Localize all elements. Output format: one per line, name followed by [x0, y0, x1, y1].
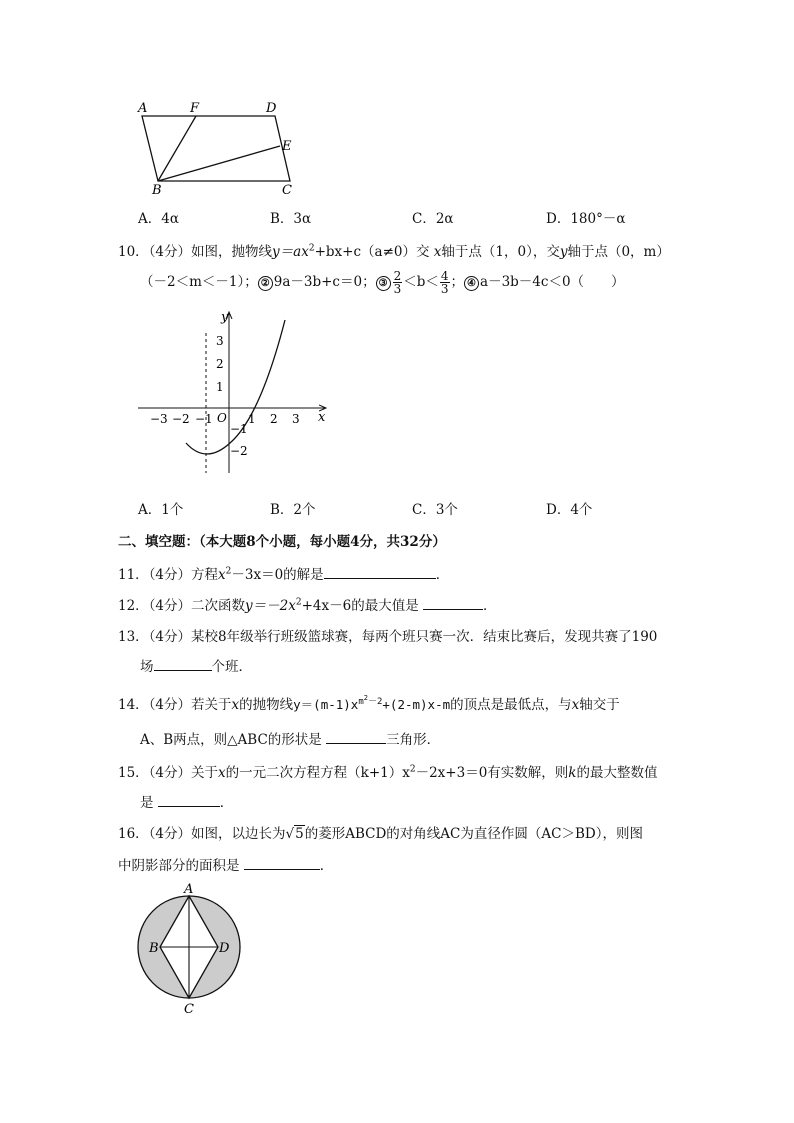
q10-frac1-num: 2 [393, 269, 402, 283]
q14-text2: 的抛物线 [239, 697, 294, 713]
q14-sup-m: m [358, 696, 364, 707]
q11-sup: 2 [225, 566, 232, 577]
q15-text1: 关于 [191, 765, 219, 781]
q10-eq-body: ＝ax [279, 244, 309, 260]
q11-score: （4分） [148, 567, 192, 583]
q14-text4: 轴交于 [579, 697, 620, 713]
q10-score: （4分） [148, 244, 192, 260]
q16-line2: 中阴影部分的面积是 [118, 858, 240, 874]
q13-text3: 个班． [211, 659, 252, 675]
q12-eq: y＝－2x [245, 598, 296, 614]
label-a: A [184, 882, 194, 897]
q14-line2-1: A、B两点，则△ABC的形状是 [140, 732, 322, 748]
q15-line2 [140, 791, 233, 811]
q12-eq2: +4x－6的最大值是 [301, 598, 419, 614]
q10-line1 [118, 240, 670, 260]
q12-number: 12． [118, 598, 149, 614]
x-tick-neg1: −1 [195, 412, 213, 426]
x-tick-neg2: −2 [172, 412, 190, 426]
q10-circle3: ③ [376, 276, 391, 291]
q16-line2 [118, 854, 333, 874]
q14-line2 [140, 728, 440, 748]
q15-x-var: x [218, 765, 226, 781]
q15-score: （4分） [148, 765, 192, 781]
q16-number: 16． [118, 826, 149, 842]
q14-sup-2: 2 [363, 693, 368, 702]
q9-options [138, 207, 698, 225]
q14-x-var: x [231, 697, 240, 713]
q11-number: 11． [118, 567, 149, 583]
rhombus-circle-figure [130, 880, 250, 1020]
q14-text3: 的顶点是最低点，与 [450, 697, 572, 713]
q11-end: ． [435, 567, 450, 583]
q16-score: （4分） [148, 826, 192, 842]
q16-answer-blank[interactable] [244, 855, 320, 870]
label-c: C [282, 183, 292, 196]
q15-line2: 是 [140, 795, 154, 811]
x-tick-2: 2 [270, 412, 278, 426]
label-f: F [190, 101, 200, 116]
q10-line2-part3: a－3b－4c＜0（ ） [480, 274, 625, 290]
q16-sqrt-val: 5 [295, 826, 304, 842]
q10-y-var: y [559, 244, 568, 260]
label-c: C [184, 1002, 194, 1017]
q14-exponent [358, 693, 383, 707]
q14-score: （4分） [148, 697, 192, 713]
q15-text3: －2x+3＝0有实数解，则 [415, 765, 569, 781]
q13-score: （4分） [148, 629, 192, 645]
q10-x-var: x [433, 244, 442, 260]
q10-frac2 [440, 270, 450, 295]
y-tick-1: 1 [216, 380, 224, 394]
q10-line2 [140, 270, 625, 295]
y-tick-2: 2 [216, 357, 224, 371]
q11-text1: 方程 [191, 567, 219, 583]
y-tick-labels [216, 334, 248, 458]
q10-frac1-den: 3 [393, 282, 402, 296]
q10-options [138, 498, 698, 516]
q11-answer-blank[interactable] [324, 564, 436, 579]
q13-text1: 某校8年级举行班级篮球赛，每两个班只赛一次．结束比赛后，发现共赛了190 [191, 629, 658, 645]
q13-line2 [140, 655, 252, 675]
q12 [118, 594, 497, 614]
q13-answer-blank[interactable] [154, 656, 212, 671]
q14-sup-rest: －2 [367, 696, 383, 707]
y-tick-3: 3 [216, 334, 224, 348]
q12-sup: 2 [295, 597, 302, 608]
q10-eq-y: y [272, 244, 280, 260]
q10-option-d: D．4个 [546, 502, 593, 518]
label-a: A [138, 101, 148, 116]
q15-text2: 的一元二次方程方程（k+1）x [225, 765, 410, 781]
q10-semicolon: ； [450, 274, 465, 290]
q10-option-b: B．2个 [270, 502, 316, 518]
q10-eq-rest: +bx+c（a≠0）交 [314, 244, 430, 260]
q16-line1 [118, 822, 643, 842]
q14-answer-blank[interactable] [326, 729, 386, 744]
parallelogram-figure [130, 96, 300, 196]
q10-frac2-num: 4 [440, 269, 449, 283]
q11-eq2: －3x＝0的解是 [231, 567, 324, 583]
x-axis-label: x [318, 410, 326, 425]
q16-end: ． [319, 858, 334, 874]
q10-frac1 [393, 270, 403, 295]
q15-sup: 2 [409, 764, 416, 775]
parabola-graph [130, 305, 340, 480]
y-tick-neg2: −2 [230, 444, 248, 458]
q14-number: 14． [118, 697, 149, 713]
segment-be [158, 146, 280, 181]
label-e: E [282, 139, 292, 154]
q15-line1 [118, 761, 657, 781]
q12-text1: 二次函数 [191, 598, 246, 614]
q13-number: 13． [118, 629, 149, 645]
y-axis-label: y [221, 310, 229, 325]
q14-x-var2: x [571, 697, 580, 713]
q10-circle2: ② [258, 276, 273, 291]
q13-line1 [118, 625, 657, 645]
q16-text2: 的菱形ABCD的对角线AC为直径作圆（AC＞BD），则图 [304, 826, 643, 842]
q15-number: 15． [118, 765, 149, 781]
q14-line1 [118, 693, 620, 713]
q12-end: ． [483, 598, 497, 614]
q10-lt-b: ＜b＜ [403, 274, 439, 290]
y-tick-neg1: −1 [230, 422, 248, 436]
q15-k-var: k [568, 765, 577, 781]
q12-score: （4分） [148, 598, 192, 614]
q14-line2-2: 三角形． [386, 732, 441, 748]
q9-option-a: A．4α [138, 211, 179, 227]
q16-sqrt-sign: √ [285, 826, 295, 842]
q10-option-a: A．1个 [138, 502, 184, 518]
q10-text1: 如图，抛物线 [191, 244, 273, 260]
x-tick-neg3: −3 [150, 412, 168, 426]
q9-option-d: D．180°－α [546, 211, 626, 227]
q10-line2-part1: （－2＜m＜－1）； [140, 274, 258, 290]
q10-number: 10． [118, 244, 149, 260]
q10-circle4: ④ [464, 276, 479, 291]
q10-line2-part2: 9a－3b+c＝0； [273, 274, 376, 290]
q10-eq-sup: 2 [308, 243, 315, 254]
q10-option-c: C．3个 [412, 502, 458, 518]
label-d: D [219, 941, 230, 956]
q11 [118, 563, 449, 583]
q10-frac2-den: 3 [440, 282, 449, 296]
q15-answer-blank[interactable] [158, 792, 220, 807]
x-tick-3: 3 [292, 412, 300, 426]
label-d: D [266, 101, 277, 116]
q13-text2: 场 [140, 659, 154, 675]
q12-answer-blank[interactable] [423, 595, 483, 610]
q11-eq: x [218, 567, 226, 583]
q14-eq2: +(2-m)x-m [382, 697, 451, 712]
q14-eq1: y＝(m-1)x [293, 697, 359, 712]
origin-label: O [217, 411, 227, 425]
label-b: B [149, 941, 159, 956]
q9-option-b: B．3α [270, 211, 312, 227]
q9-option-c: C．2α [412, 211, 454, 227]
x-tick-1: 1 [248, 412, 256, 426]
q10-text3: 轴于点（0，m） [567, 244, 670, 260]
q10-text2: 轴于点（1，0），交 [441, 244, 560, 260]
q14-text1: 若关于 [191, 697, 232, 713]
section-2-title: 二、填空题：（本大题8个小题，每小题4分，共32分） [118, 534, 446, 550]
q15-text4: 的最大整数值 [576, 765, 658, 781]
q16-text1: 如图，以边长为 [191, 826, 286, 842]
label-b: B [152, 183, 162, 196]
q15-end: ． [219, 795, 234, 811]
